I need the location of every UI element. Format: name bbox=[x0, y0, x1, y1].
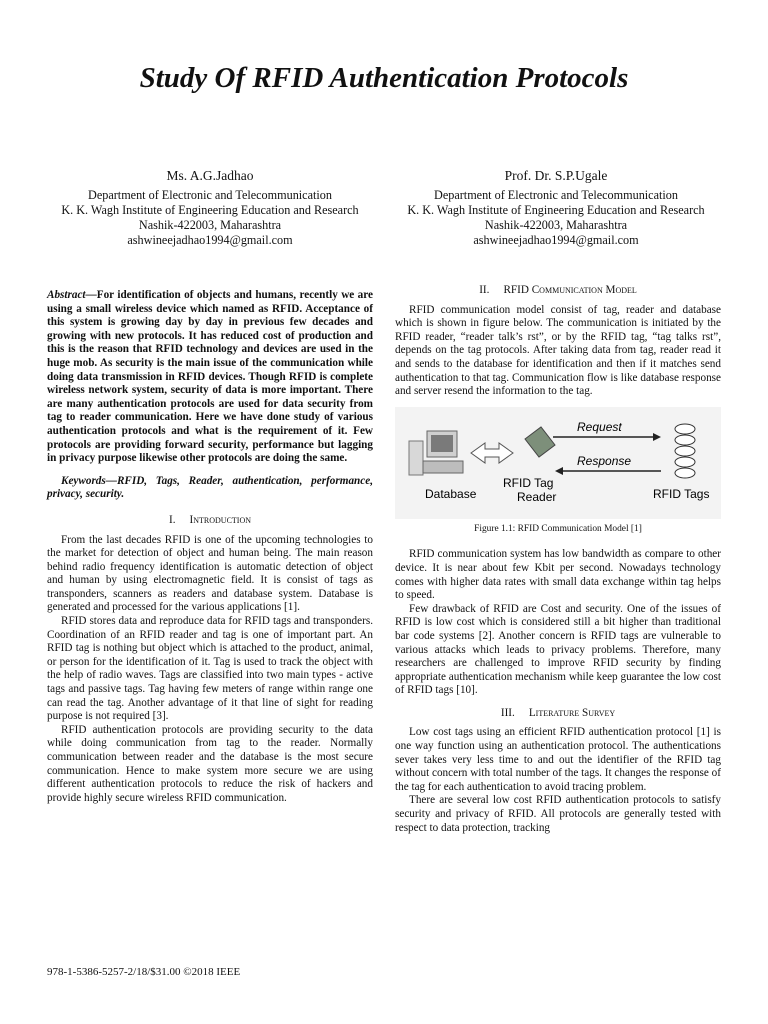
database-label: Database bbox=[425, 486, 477, 501]
figure-diagram bbox=[395, 407, 721, 519]
abstract: Abstract—For identification of objects and humans, recently we are using a small wireless device which named as RFID. Acceptance of this system is growing day by day in previous few decades and growing with new protocols. It has reduced cost of production and this is the reason that RFID technology and devices are used in the huge mob. As security is the main issue of the communication while doing data transmission in RFID devices. Though RFID is complete wireless network system, security of data is more important. There are many authentication protocols are used for data security from tag to reader communication. Here we have done study of various authentication protocols and what is the requirement of it. Few protocols are providing forward security, performance but lagging in privacy purpose likewise other protocols are doing the same. bbox=[47, 289, 373, 465]
section-heading-communication-model: II. RFID Communication Model bbox=[479, 284, 637, 296]
request-label: Request bbox=[577, 419, 622, 434]
keywords bbox=[47, 475, 373, 502]
keywords-label: Keywords— bbox=[61, 474, 117, 487]
author-name: Ms. A.G.Jadhao bbox=[166, 168, 254, 183]
paragraph: From the last decades RFID is one of the upcoming technologies to the market for detection of object and human being. The main reason behind radio frequency identification is automatic detection of object and human by using electromagnetic field. It is consist of tags as transponders, scanners as readers and database system. Database is generated and processed for the various applications [1]. bbox=[47, 533, 373, 614]
figure-caption: Figure 1.1: RFID Communication Model [1] bbox=[474, 523, 642, 534]
author-name: Prof. Dr. S.P.Ugale bbox=[504, 168, 608, 183]
abstract-text: For identification of objects and humans, recently we are using a small wireless device which named as RFID. Acceptance of this system is growing day by day in previous few decades and growing with new protocols. It has reduced cost of production and this is the reason that RFID technology and devices are used in the huge mob. As security is the main issue of the communication while doing data transmission in RFID devices. Though RFID is complete wireless network system, security of data is more important. There are many authentication protocols are used for data security from tag to reader communication. Here we have done study of various authentication protocols and what is the requirement of it. Few protocols are providing forward security, performance but lagging in privacy purpose likewise other protocols are doing the same. bbox=[47, 289, 373, 465]
author-department: Department of Electronic and Telecommunication bbox=[434, 188, 678, 202]
copyright-footer: 978-1-5386-5257-2/18/$31.00 ©2018 IEEE bbox=[47, 966, 241, 978]
rfid-tags-icon bbox=[675, 424, 695, 478]
paragraph: RFID communication model consist of tag, reader and database which is shown in figure below. The communication is initiated by the RFID reader, “reader talk’s rst”, or by the RFID tag, “tag talks rst”, depends on the tag protocols. After taking data from tag, reader read it and sends to the database for identification and then if it matches send authentication to that tag. Communication flow is like database response and server resend the information to the tag. bbox=[395, 303, 721, 398]
author-block-2 bbox=[386, 168, 726, 248]
right-column bbox=[395, 284, 721, 835]
author-city: Nashik-422003, Maharashtra bbox=[484, 218, 628, 232]
paragraph: RFID authentication protocols are providing security to the data while doing communication from tag to the reader. Normally communication between reader and the database is the most secure communication. Hence to make system more secure we are using different authentication protocols to reduce the risk of hackers and provide highly secure wireless RFID communication. bbox=[47, 723, 373, 804]
author-email: ashwineejadhao1994@gmail.com bbox=[473, 233, 639, 247]
left-column bbox=[47, 289, 373, 805]
author-city: Nashik-422003, Maharashtra bbox=[138, 218, 282, 232]
author-department: Department of Electronic and Telecommunication bbox=[88, 188, 332, 202]
section-heading-introduction: I. Introduction bbox=[168, 513, 252, 526]
paragraph: There are several low cost RFID authentication protocols to satisfy security and privacy of RFID. All protocols are generally tested with respect to data protection, tracking bbox=[395, 794, 721, 834]
paragraph: Low cost tags using an efficient RFID authentication protocol [1] is one way function using an authentication protocol. The authentications sever takes very less time to and out the identifier of the RFID tag without concern with total number of the tags. It changes the response of the tag for each authentication to avoid tracing problem. bbox=[395, 726, 721, 793]
keywords-text: RFID, Tags, Reader, authentication, performance, privacy, security. bbox=[47, 474, 373, 501]
author-block-1 bbox=[40, 168, 380, 248]
author-institute: K. K. Wagh Institute of Engineering Education and Research bbox=[407, 203, 705, 217]
tags-label: RFID Tags bbox=[653, 486, 710, 501]
author-email: ashwineejadhao1994@gmail.com bbox=[127, 233, 293, 247]
paper-title: Study Of RFID Authentication Protocols bbox=[139, 62, 629, 94]
abstract-label: Abstract bbox=[47, 289, 86, 301]
section-heading-literature-survey: III. Literature Survey bbox=[500, 706, 616, 719]
paragraph: Few drawback of RFID are Cost and security. One of the issues of RFID is low cost which is considered still a bit higher than traditional bar code systems [2]. Another concern is RFID tags are vulnerable to various attacks which leads to privacy problems. Therefore, many researchers are challenged to improve RFID security by finding appropriate authentication mechanism while keep guarantee the low cost of RFID tags [10]. bbox=[395, 602, 721, 697]
response-label: Response bbox=[577, 453, 632, 468]
paragraph: RFID communication system has low bandwidth as compare to other device. It is near about few Kbit per second. Nowadays technology comes with higher data rates with small data exchange within tag helps to speed. bbox=[395, 548, 721, 602]
author-institute: K. K. Wagh Institute of Engineering Education and Research bbox=[61, 203, 359, 217]
figure-rfid-model bbox=[395, 407, 721, 519]
paragraph: RFID stores data and reproduce data for RFID tags and transponders. Coordination of an RFID reader and tag is one of important part. An RFID tag is nothing but object which is attached to the product, animal, or person for the identification of it. Tag is used to track the object with the help of radio waves. Tags are classified into two main types - active tags and passive tags. Tag having few meters of range within range one can read the tag. Another advantage of it that line of sight for reading purpose is not required [3]. bbox=[47, 615, 373, 723]
reader-label: RFID Tag Reader bbox=[503, 475, 557, 504]
